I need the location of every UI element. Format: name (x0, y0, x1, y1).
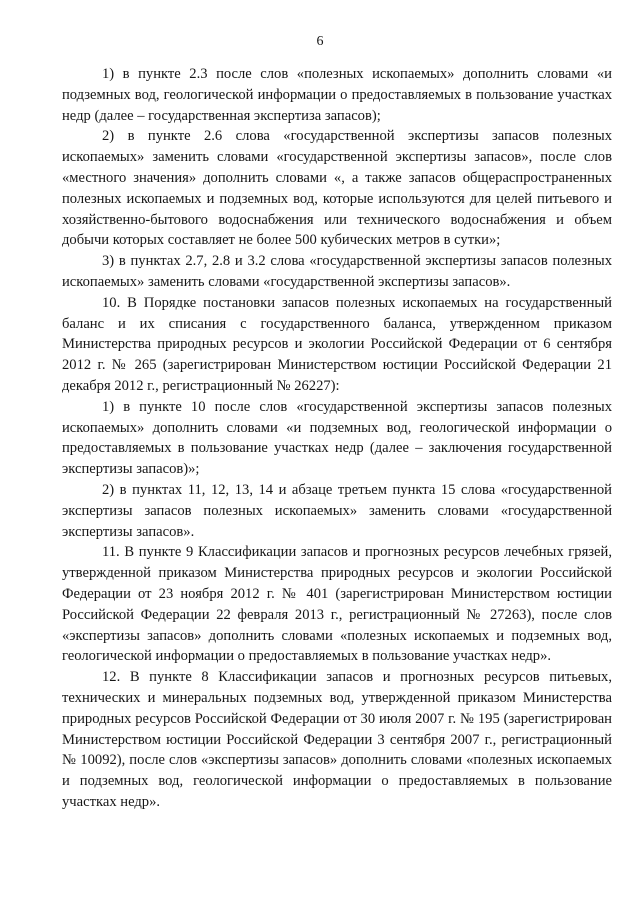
paragraph-section-10-item-2: 2) в пунктах 11, 12, 13, 14 и абзаце третьем пункта 15 слова «государственной экспертизы запасов полезных ископаемых» заменить словами «государственной экспертизы запасов». (62, 481, 612, 540)
paragraph-section-10: 10. В Порядке постановки запасов полезных ископаемых на государственный баланс и их списания с государственного баланса, утвержденном приказом Министерства природных ресурсов и экологии Российской Федерации от 6 сентября 2012 г. № 265 (зарегистрирован Министерством юстиции Российской Федерации 21 декабря 2012 г., регистрационный № 26227): (62, 294, 612, 394)
paragraph-section-11: 11. В пункте 9 Классификации запасов и прогнозных ресурсов лечебных грязей, утвержденной приказом Министерства природных ресурсов и экологии Российской Федерации от 23 ноября 2012 г. № 401 (зарегистрирован Министерством юстиции Российской Федерации 22 февраля 2013 г., регистрационный № 27263), после слов «экспертизы запасов» дополнить словами «полезных ископаемых и подземных вод, геологической информации о предоставляемых в пользование участках недр». (62, 544, 612, 665)
page-number: 6 (316, 34, 324, 49)
paragraph-section-10-item-1: 1) в пункте 10 после слов «государственной экспертизы запасов полезных ископаемых» дополнить словами «и подземных вод, геологической информации о предоставляемых в пользование участках недр (далее – заключения государственной экспертизы запасов)»; (62, 398, 612, 478)
paragraph-items-2-7-2-8-3-2: 3) в пунктах 2.7, 2.8 и 3.2 слова «государственной экспертизы запасов полезных ископаемых» заменить словами «государственной экспертизы запасов». (62, 253, 612, 290)
paragraph-item-2-3: 1) в пункте 2.3 после слов «полезных ископаемых» дополнить словами «и подземных вод, геологической информации о предоставляемых в пользование участках недр (далее – государственная экспертиза запасов); (62, 66, 612, 124)
paragraph-item-2-6: 2) в пункте 2.6 слова «государственной экспертизы запасов полезных ископаемых» заменить словами «государственной экспертизы запасов», после слов «местного значения» дополнить словами «, а также запасов общераспространенных полезных ископаемых и подземных вод, которые используются для целей питьевого и хозяйственно-бытового водоснабжения или технического водоснабжения и объем добычи которых составляет не более 500 кубических метров в сутки»; (62, 128, 612, 249)
paragraph-section-12: 12. В пункте 8 Классификации запасов и прогнозных ресурсов питьевых, технических и минеральных подземных вод, утвержденной приказом Министерства природных ресурсов Российской Федерации от 30 июля 2007 г. № 195 (зарегистрирован Министерством юстиции Российской Федерации 3 сентября 2007 г., регистрационный № 10092), после слов «экспертизы запасов» дополнить словами «полезных ископаемых и подземных вод, геологической информации о предоставляемых в пользование участках недр». (62, 669, 612, 810)
document-body (62, 64, 612, 813)
